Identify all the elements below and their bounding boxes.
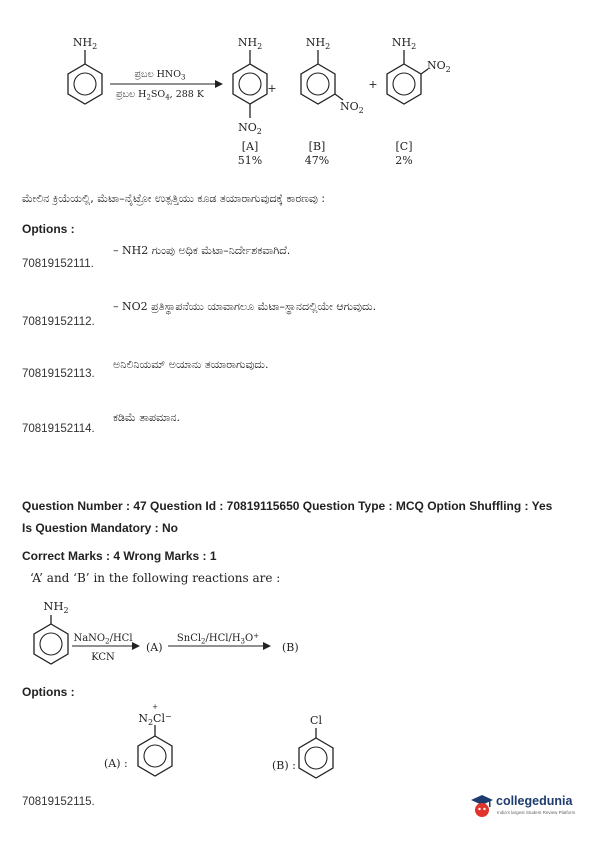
svg-text:KCN: KCN xyxy=(91,652,115,663)
option1-structures xyxy=(0,700,595,790)
svg-text:(A) :: (A) : xyxy=(104,757,128,770)
option-text: – NO2 ಪ್ರತಿಸ್ಥಾಪನೆಯು ಯಾವಾಗಲೂ ಮೆಟಾ–ಸ್ಥಾನದಲ್ಲಿಯೇ ಆಗುವುದು. xyxy=(113,300,377,313)
mandatory-line: Is Question Mandatory : No xyxy=(22,521,179,535)
option-row[interactable] xyxy=(22,790,95,809)
option-id: 70819152114. xyxy=(22,423,95,435)
svg-text:NO2: $NO_2$ xyxy=(427,59,451,74)
product-c-structure xyxy=(387,36,451,104)
option-id: 70819152115. xyxy=(22,796,95,808)
reagent-top: ಪ್ರಬಲ $HNO_3$ xyxy=(134,69,186,82)
svg-text:(A): (A) xyxy=(146,641,163,654)
option-row[interactable] xyxy=(22,310,95,329)
product-b-structure xyxy=(301,36,364,115)
option-id: 70819152111. xyxy=(22,258,94,270)
marks-line: Correct Marks : 4 Wrong Marks : 1 xyxy=(22,549,217,563)
question-prompt: ‘A’ and ‘B’ in the following reactions are : xyxy=(30,571,281,585)
svg-text:NH2: $NH_2$ xyxy=(237,36,263,51)
product-b-letter: [B] xyxy=(308,140,326,153)
svg-text:(B) :: (B) : xyxy=(272,759,296,772)
product-c-yield: 2% xyxy=(395,154,413,167)
options-label-q47: Options : xyxy=(22,685,75,699)
plus-sign: + xyxy=(267,82,277,95)
svg-text:Cl: Cl xyxy=(310,714,322,727)
product-b-yield: 47% xyxy=(304,154,330,167)
svg-text:NH2: $NH_2$ xyxy=(305,36,331,51)
svg-text:NO2: $NO_2$ xyxy=(340,100,364,115)
reactant-nh2-label: $NH_2$ xyxy=(72,36,98,51)
options-label: Options : xyxy=(22,222,75,236)
svg-text:NO2: $NO_2$ xyxy=(238,121,262,136)
svg-text:NH2: $NH_2$ xyxy=(43,599,69,615)
aniline-structure xyxy=(34,599,69,664)
option-row[interactable] xyxy=(22,417,95,436)
reagent-bottom: ಪ್ರಬಲ $H_2SO_4$, 288 K xyxy=(116,89,204,102)
reaction-arrow xyxy=(110,69,223,102)
product-a-yield: 51% xyxy=(237,154,263,167)
option-row[interactable] xyxy=(22,252,94,271)
svg-text:NaNO2/HCl: NaNO$_2$/HCl xyxy=(73,633,133,646)
option-row[interactable] xyxy=(22,362,95,381)
product-a-structure xyxy=(233,36,267,136)
svg-text:N2Cl−: $N_2Cl^-$ xyxy=(138,712,172,727)
brand-tagline: India's largest Student Review Platform xyxy=(497,810,576,815)
svg-text:NH2: $NH_2$ xyxy=(391,36,417,51)
collegedunia-watermark xyxy=(470,792,585,824)
option-id: 70819152112. xyxy=(22,316,95,328)
product-c-letter: [C] xyxy=(395,140,413,153)
graduate-logo-icon xyxy=(470,794,494,820)
svg-text:SnCl2/HCl/H3O+: $SnCl_2/HCl/H_3O^+$ xyxy=(176,632,260,646)
benzenediazonium-chloride-structure xyxy=(138,703,172,776)
brand-name: collegedunia xyxy=(496,794,573,808)
option-id: 70819152113. xyxy=(22,368,95,380)
svg-text:+: + xyxy=(368,78,378,91)
question-text: ಮೇಲಿನ ಕ್ರಿಯೆಯಲ್ಲಿ, ಮೆಟಾ–ನೈಟ್ರೋ ಉತ್ಪತ್ತಿಯು ಕೂಡ ತಯಾರಾಗುವುದಕ್ಕೆ ಕಾರಣವು : xyxy=(22,192,326,205)
svg-text:(B): (B) xyxy=(282,641,299,654)
option-text: – NH2 ಗುಂಪು ಅಧಿಕ ಮೆಟಾ–ನಿರ್ದೇಶಕವಾಗಿದೆ. xyxy=(113,244,291,257)
option-text: ಅನಿಲಿನಿಯಮ್ ಅಯಾನು ತಯಾರಾಗುವುದು. xyxy=(113,358,269,371)
aniline-structure xyxy=(68,36,102,104)
product-a-letter: [A] xyxy=(241,140,259,153)
diazotization-reaction-scheme xyxy=(0,590,595,680)
chlorobenzene-structure xyxy=(299,714,333,778)
svg-text:+: + xyxy=(152,703,158,711)
option-text: ಕಡಿಮೆ ತಾಪಮಾನ. xyxy=(113,411,180,424)
question-header: Question Number : 47 Question Id : 70819115650 Question Type : MCQ Option Shuffling : Yes xyxy=(22,499,553,513)
